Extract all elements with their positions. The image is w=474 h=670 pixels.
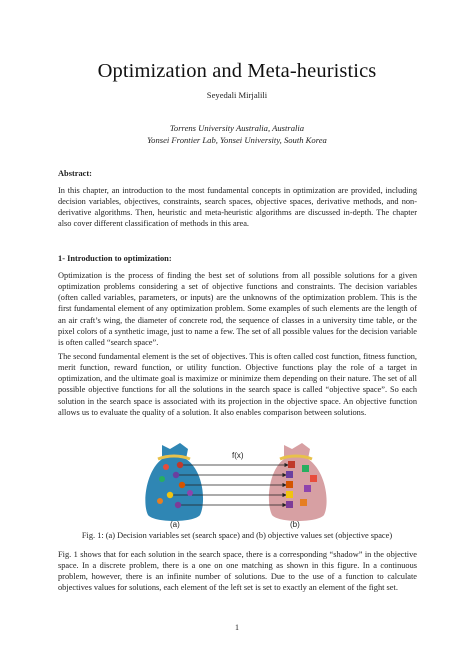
- abstract-heading: Abstract:: [58, 169, 92, 178]
- label-b: (b): [290, 520, 300, 529]
- figure-caption: Fig. 1: (a) Decision variables set (search space) and (b) objective values set (objective space): [81, 531, 393, 540]
- paper-title: Optimization and Meta-heuristics: [97, 60, 377, 82]
- section-heading: 1- Introduction to optimization:: [58, 254, 172, 263]
- abstract-text: In this chapter, an introduction to the most fundamental concepts in optimization are provided, including decision variables, objectives, constraints, search spaces, objective spaces, derivative methods, and non-derivative algorithms. Then, heuristic and meta-heuristic algorithms are discussed in-depth. The chapter also cover different classification of methods in this area.: [58, 186, 417, 229]
- objective-space-bag: [269, 443, 327, 521]
- figure-1: [140, 435, 340, 530]
- paragraph-2: The second fundamental element is the set of objectives. This is often called cost function, fitness function, merit function, reward function, or utility function. Objective functions play the role of a target in optimization, and the ultimate goal is maximize or minimize them depending on their nature. The set of all possible objective functions for all the solutions in the search space is called “objective space”. So each solution in the search space is associated with its projection in the objective space. An objective function allows us to evaluate the quality of a solution. It also enables comparison between solutions.: [58, 352, 417, 417]
- function-label: f(x): [232, 451, 244, 460]
- figure-1-illustration: [140, 435, 340, 530]
- affiliation-1: Torrens University Australia, Australia: [169, 123, 305, 133]
- label-a: (a): [170, 520, 180, 529]
- page-number: 1: [235, 623, 239, 632]
- search-space-bag: [145, 443, 203, 521]
- paragraph-1: Optimization is the process of finding the best set of solutions from all possible solutions for a given optimization problems considering a set of objective functions and constraints. The decision variables (often called variables, parameters, or inputs) are the unknowns of the optimization problem. This is the first fundamental element of any optimization problem. Some examples of such elements are the length of an air craft’s wing, the diameter of concrete rod, the sequence of classes in a university time table, or the pixel colors of a synthetic image, just to name a few. The set of all possible values for the decision variable is often called “search space”.: [58, 271, 417, 347]
- paragraph-3: Fig. 1 shows that for each solution in the search space, there is a corresponding “shadow” in the objective space. In a discrete problem, there is a one on one matching as shown in this figure. In a continuous problem, however, there is an infinite number of solutions. Due to the use of a function to calculate objectives values for solutions, each element of the left set is set to exactly an element of the fight set.: [58, 550, 417, 593]
- affiliation-2: Yonsei Frontier Lab, Yonsei University, South Korea: [147, 135, 327, 145]
- author-name: Seyedali Mirjalili: [206, 90, 268, 100]
